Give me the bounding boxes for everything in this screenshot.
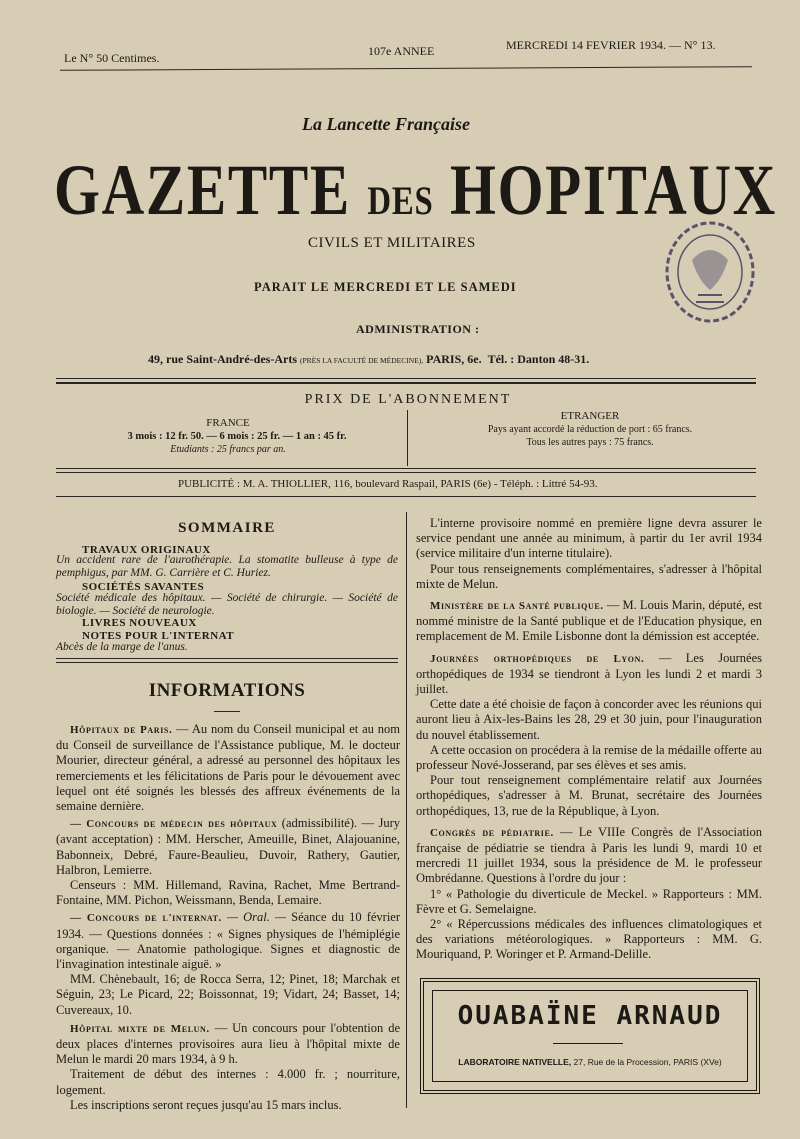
library-stamp <box>662 220 758 326</box>
issue-date: MERCREDI 14 FEVRIER 1934. — N° 13. <box>506 38 716 52</box>
text-censeurs: Censeurs : MM. Hillemand, Ravina, Rachet, Mme Bertrand-Fontaine, MM. Pichon, Weissmann, Benda, Lemaire. <box>56 878 400 908</box>
masthead-admin: ADMINISTRATION : <box>356 322 480 336</box>
text-medaille: A cette occasion on procédera à la remise de la médaille offerte au professeur Nové-Josserand, par ses élèves et ses amis. <box>416 742 762 773</box>
foreign-line1: Pays ayant accordé la réduction de port : 65 francs. <box>487 424 693 435</box>
text-renseignements-melun: Pour tous renseignements complémentaires, s'adresser à l'hôpital mixte de Melun. <box>416 561 762 591</box>
masthead-address <box>148 352 589 367</box>
france-title: FRANCE <box>206 417 250 429</box>
sommaire-heading-notes: NOTES POUR L'INTERNAT <box>82 630 235 642</box>
sommaire-heading-societes: SOCIÉTÉS SAVANTES <box>82 581 205 593</box>
masthead-subtitle: CIVILS ET MILITAIRES <box>308 235 476 251</box>
advertising-rule <box>56 496 756 497</box>
subscription-divider <box>407 410 408 466</box>
heading-ministere: Ministère de la Santé publique. <box>430 600 604 613</box>
text-inscriptions: Les inscriptions seront reçues jusqu'au 15 mars inclus. <box>70 1097 342 1112</box>
subscription-title: PRIX DE L'ABONNEMENT <box>304 392 512 407</box>
advert-rule <box>553 1043 623 1044</box>
advert-lab-address: 27, Rue de la Procession, PARIS (XVe) <box>571 1057 722 1067</box>
issue-price: Le N° 50 Centimes. <box>64 51 160 65</box>
heading-congres-pediatrie: Congrès de pédiatrie. <box>430 826 554 839</box>
issue-year: 107e ANNEE <box>368 44 435 58</box>
sommaire-rule-1 <box>56 658 398 659</box>
right-column-body <box>416 516 762 963</box>
sommaire-text-societes: Société médicale des hôpitaux. — Société de chirurgie. — Société de biologie. — Société de neurologie. <box>56 592 398 617</box>
masthead-title-a: GAZETTE <box>54 150 351 230</box>
text-renseignement-lyon: Pour tout renseignement complémentaire relatif aux Journées orthopédiques, s'adresser à M. Brunat, secrétaire des Journées orthopédiques, 13, rue de la République, à Lyon. <box>416 773 762 818</box>
sommaire-title: SOMMAIRE <box>178 520 276 536</box>
france-prices: 3 mois : 12 fr. 50. — 6 mois : 25 fr. — 1 an : 45 fr. <box>127 431 347 442</box>
masthead-schedule: PARAIT LE MERCREDI ET LE SAMEDI <box>254 280 517 294</box>
column-divider <box>406 512 407 1108</box>
text-concours-medecin: (admissibilité). — Jury (avant acceptation) : MM. Herscher, Ameuille, Binet, Alajouanine, Babonneix, Debré, Faure-Beaulieu, Duvoir, Rathery, Gautier, Halbron, Lemierre. <box>56 816 400 877</box>
advert-lab-name: LABORATOIRE NATIVELLE, <box>458 1057 572 1067</box>
text-notes-candidats: MM. Chènebault, 16; de Rocca Serra, 12; Pinet, 18; Marchak et Séguin, 23; Le Picard, 22; Boissonnat, 19; Vidart, 24; Basset, 14; Cuvereaux, 10. <box>56 972 400 1017</box>
address-phone: Tél. : Danton 48-31. <box>487 352 590 366</box>
text-question-2: 2° « Répercussions médicales des influences climatologiques et des variations météorologiques. » Rapporteurs : MM. G. Mouriquand, P. Woringer et P. Armand-Delille. <box>416 917 762 962</box>
text-oral: — Oral. — <box>221 910 287 925</box>
advert-brand: OUABAÏNE ARNAUD <box>457 1001 723 1031</box>
foreign-title: ETRANGER <box>560 410 620 422</box>
informations-title: INFORMATIONS <box>148 680 306 701</box>
masthead-title <box>54 150 777 241</box>
sommaire-rule-2 <box>56 662 398 663</box>
informations-body <box>56 722 400 1113</box>
text-hopital-melun: — Un concours pour l'obtention de deux places d'internes provisoires aura lieu à l'hôpital mixte de Melun le mardi 20 mars 1934, à 9 h. <box>56 1020 400 1067</box>
heading-concours-internat: — Concours de l'internat. <box>70 912 222 925</box>
text-interne-provisoire: L'interne provisoire nommé en première ligne devra assurer le service pendant une année au minimum, à partir du 1er avril 1934 (service militaire d'un interne titulaire). <box>416 516 762 561</box>
foreign-line2: Tous les autres pays : 75 francs. <box>526 437 654 448</box>
masthead-title-b: HOPITAUX <box>450 150 777 230</box>
text-date-choisie: Cette date a été choisie de façon à concorder avec les réunions qui auront lieu à Aix-les-Bains les 28, 29 et 30 juin, pour l'inauguration du nouvel établissement. <box>416 697 762 742</box>
address-street: 49, rue Saint-André-des-Arts <box>148 352 297 366</box>
subscription-rule-2 <box>56 472 756 473</box>
sommaire-text-travaux: Un accident rare de l'aurothérapie. La stomatite bulleuse à type de pemphigus, par MM. G. Carrière et C. Huriez. <box>56 554 398 579</box>
text-ministere: — M. Louis Marin, député, est nommé ministre de la Santé publique et de l'Education physique, en remplacement de M. Emile Lisbonne dont la démission est acceptée. <box>416 598 762 644</box>
masthead-rule-2 <box>56 382 756 384</box>
text-question-1: 1° « Pathologie du diverticule de Meckel. » Rapporteurs : MM. Fèvre et G. Semelaigne. <box>416 886 762 916</box>
sommaire-text-notes: Abcès de la marge de l'anus. <box>56 641 188 653</box>
header-rule <box>60 66 752 71</box>
heading-journees-lyon: Journées orthopédiques de Lyon. <box>430 652 645 665</box>
france-students: Etudiants : 25 francs par an. <box>170 444 286 455</box>
heading-hopital-melun: Hôpital mixte de Melun. <box>70 1022 210 1035</box>
text-congres-pediatrie: — Le VIIIe Congrès de l'Association française de pédiatrie se tiendra à Paris les lundi 9, mardi 10 et mercredi 11 juillet 1934, sous la présidence de M. le professeur Ombrédanne. Questions à l'ordre du jour : <box>416 824 762 886</box>
masthead-supertitle: La Lancette Française <box>302 114 470 134</box>
subscription-rule-1 <box>56 468 756 469</box>
text-hopitaux-paris: — Au nom du Conseil municipal et au nom du Conseil de surveillance de l'Assistance publique, M. le docteur Mourier, directeur général, a adressé au personnel des hôpitaux les remerciements et les félicitations de Paris pour le dévouement avec lequel ont été soignés les blessés des affreux événements de la semaine dernière. <box>56 722 400 814</box>
advert-lab <box>433 1057 747 1067</box>
text-traitement: Traitement de début des internes : 4.000 fr. ; nourriture, logement. <box>56 1067 400 1097</box>
sommaire-heading-livres: LIVRES NOUVEAUX <box>82 617 197 629</box>
address-faculty: (PRÈS LA FACULTÉ DE MÉDECINE), <box>300 356 424 365</box>
sommaire-heading-travaux: TRAVAUX ORIGINAUX <box>82 544 211 556</box>
heading-hopitaux-paris: Hôpitaux de Paris. <box>70 724 173 736</box>
text-concours-internat: Séance du 10 février 1934. — Questions données : « Signes physiques de l'hémiplégie organique. — Anatomie pathologique. Signes et diagnostic de l'invagination intestinale aiguë. » <box>56 910 401 972</box>
masthead-rule-1 <box>56 378 756 379</box>
advert-box <box>420 978 760 1094</box>
masthead-title-des: DES <box>367 178 434 223</box>
address-city: PARIS, 6e. <box>426 352 482 366</box>
heading-concours-medecin: — Concours de médecin des hôpitaux <box>70 818 278 831</box>
text-journees-lyon: — Les Journées orthopédiques de 1934 se tiendront à Lyon les lundi 2 et mardi 3 juillet. <box>416 650 762 697</box>
advertising-line: PUBLICITÉ : M. A. THIOLLIER, 116, boulevard Raspail, PARIS (6e) - Téléph. : Littré 54-93. <box>178 478 598 490</box>
informations-dash <box>214 711 240 712</box>
advert-inner <box>432 990 748 1082</box>
